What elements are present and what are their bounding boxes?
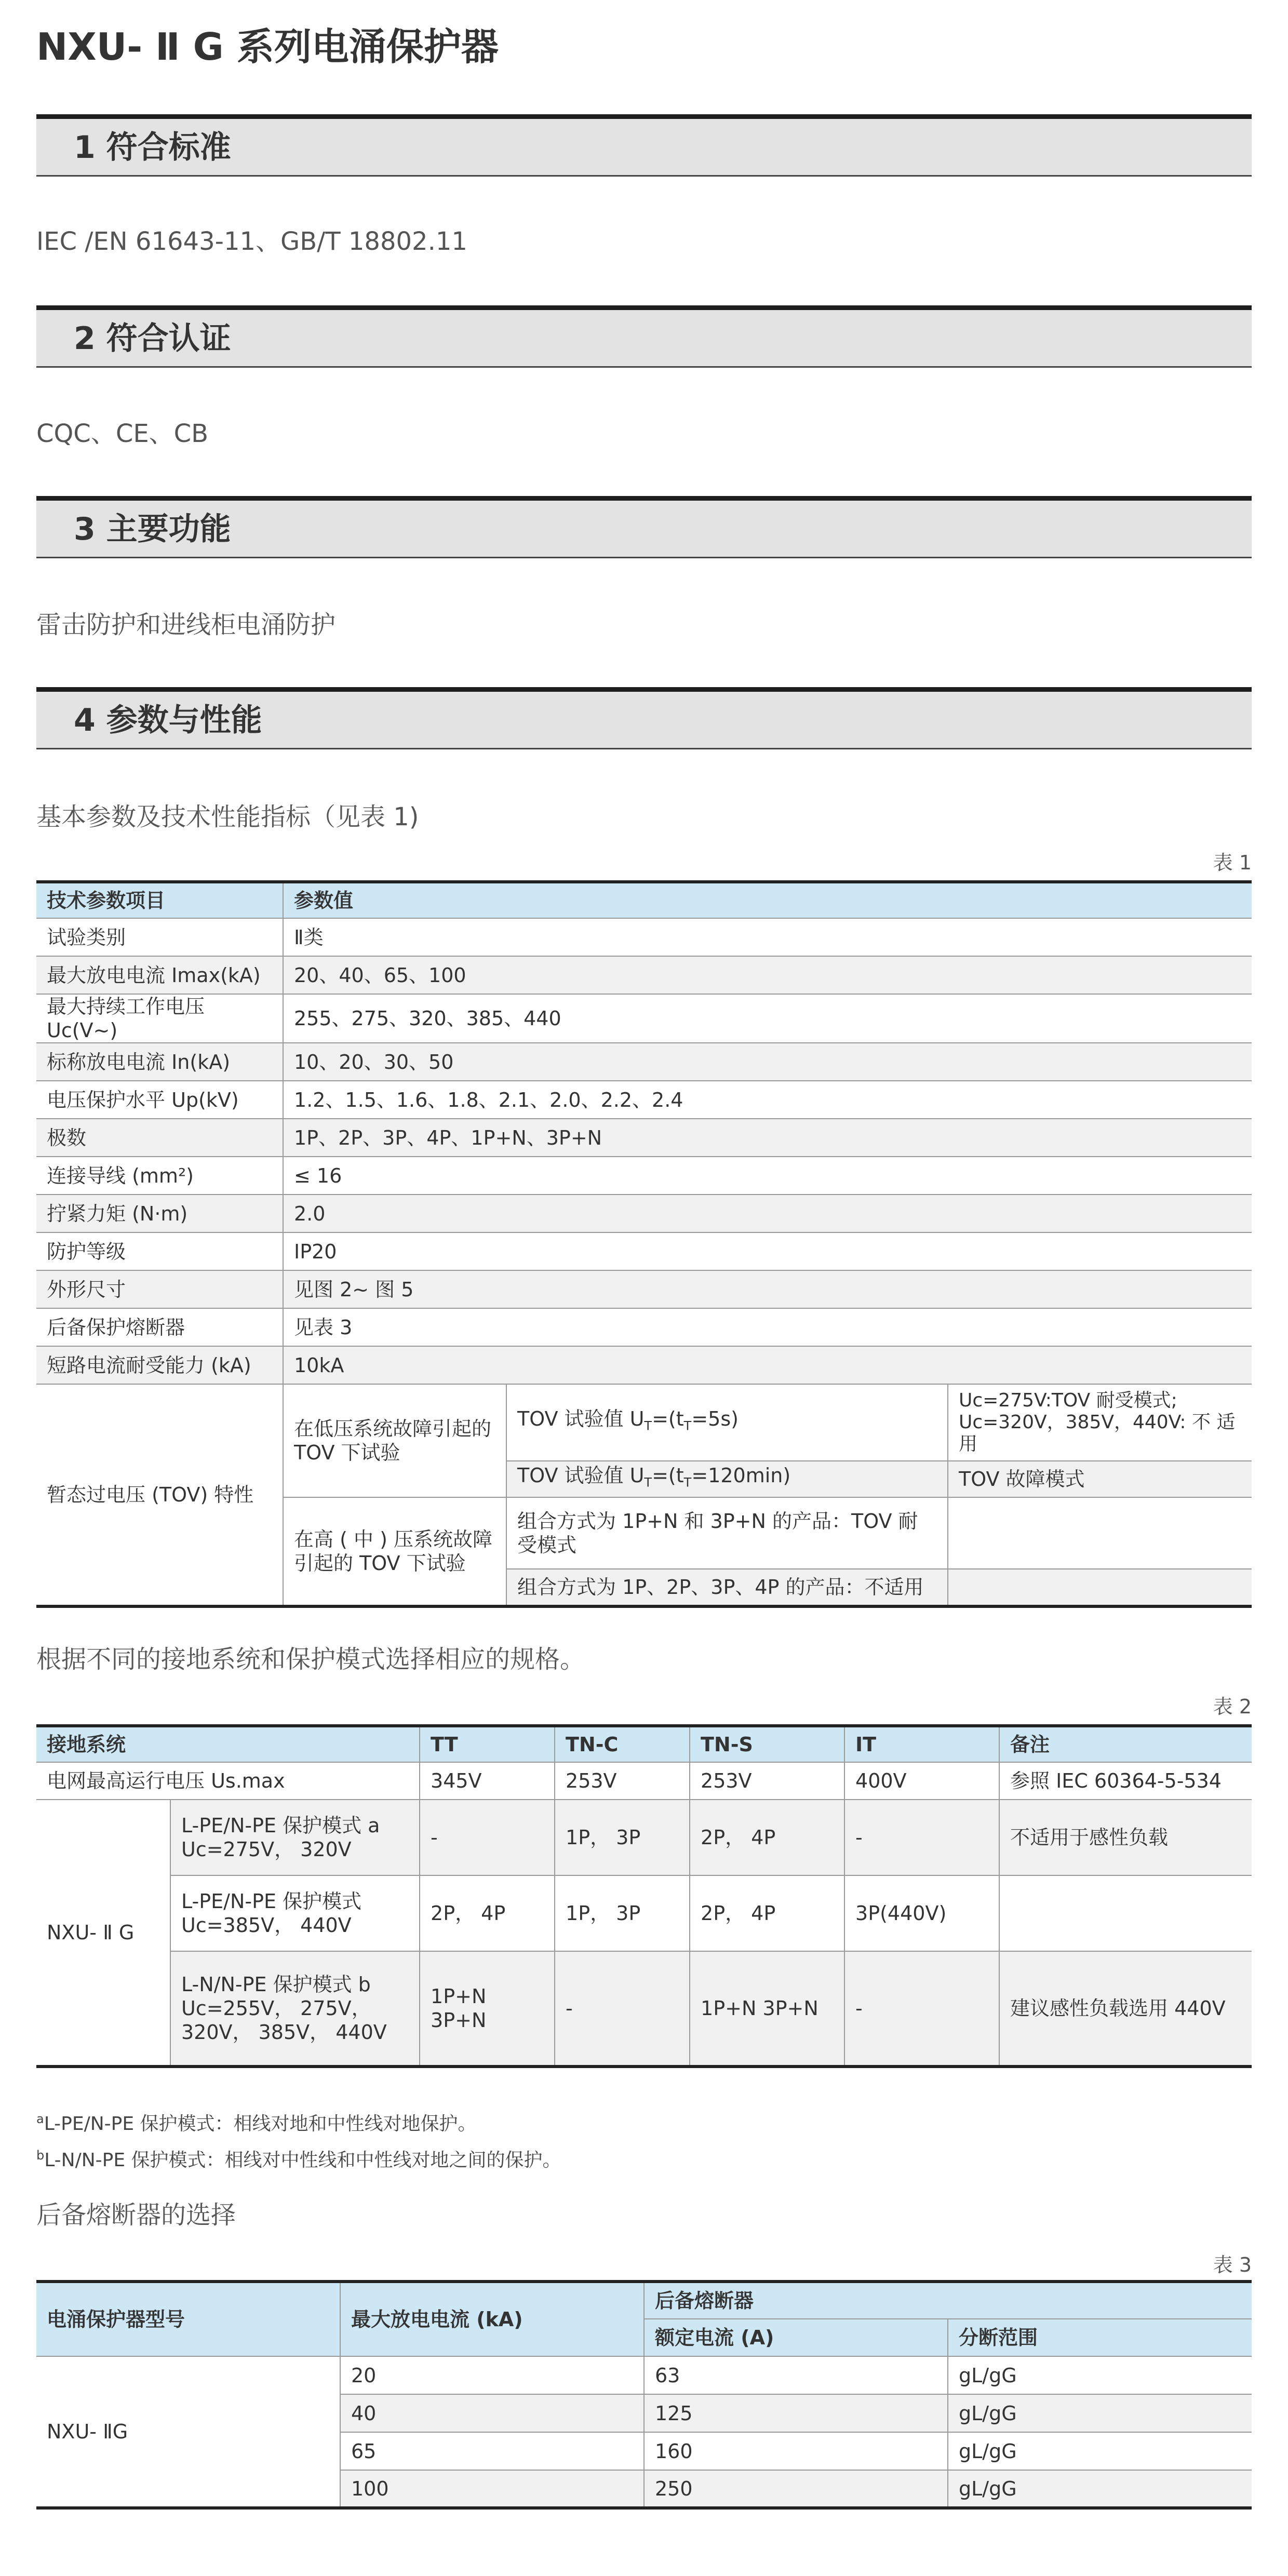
table-row: 极数 1P、2P、3P、4P、1P+N、3P+N [36,1119,1252,1157]
table-row: NXU- ⅡG 20 63 gL/gG [36,2356,1252,2394]
table-row: 电网最高运行电压 Us.max 345V 253V 253V 400V 参照 IEC 60364-5-534 [36,1762,1252,1800]
grounding-paragraph: 根据不同的接地系统和保护模式选择相应的规格。 [36,1645,585,1674]
section-heading-functions: 3 主要功能 [36,496,1252,558]
table2-model: NXU- Ⅱ G [36,1800,170,2067]
table-row: 65 160 gL/gG [36,2432,1252,2470]
fuse-paragraph: 后备熔断器的选择 [36,2201,236,2230]
standards-text: IEC /EN 61643-11、GB/T 18802.11 [36,227,467,256]
table-row: 连接导线 (mm²) ≤ 16 [36,1157,1252,1195]
table-row: L-PE/N-PE 保护模式 Uc=385V， 440V 2P， 4P 1P， 3P 2P， 4P 3P(440V) [36,1875,1252,1951]
table-row: 拧紧力矩 (N·m) 2.0 [36,1195,1252,1232]
parameters-table [36,880,1252,1608]
tov-high-1: 组合方式为 1P+N 和 3P+N 的产品：TOV 耐受模式 [506,1497,948,1569]
tov-low-label: 在低压系统故障引起的 TOV 下试验 [283,1384,506,1497]
grounding-table: 接地系统 TT TN-C TN-S IT 备注 电网最高运行电压 Us.max 345V 253V 253V 400V 参照 IEC 60364-5-534 NXU- Ⅱ G L-PE/N-PE 保护模式 a Uc=275V， 320V - 1P， 3P 2P， 4P - 不适用于感性负载 L-PE/N-PE 保护模式 Uc=385V， 440V 2P， 4P 1P， 3P 2P， 4P 3P(440V) L-N/N-PE 保护模式 b Uc=255V， 275V， 320V， 385V， 440V 1P+N 3P+N - 1P+N 3P+N - 建议感性负载选用 440V [36,1724,1252,2068]
section-heading-certification: 2 符合认证 [36,305,1252,368]
section-heading-standards: 1 符合标准 [36,114,1252,177]
table-row: 短路电流耐受能力 (kA) 10kA [36,1346,1252,1384]
tov-low-result-1: Uc=275V:TOV 耐受模式; Uc=320V，385V，440V: 不 适用 [948,1384,1252,1461]
table-row: NXU- Ⅱ G L-PE/N-PE 保护模式 a Uc=275V， 320V - 1P， 3P 2P， 4P - 不适用于感性负载 [36,1800,1252,1875]
table-row: 40 125 gL/gG [36,2394,1252,2432]
table-row: 电压保护水平 Up(kV) 1.2、1.5、1.6、1.8、2.1、2.0、2.2、2.4 [36,1081,1252,1119]
table-row: 标称放电电流 In(kA) 10、20、30、50 [36,1043,1252,1081]
table-row: 最大放电电流 Imax(kA) 20、40、65、100 [36,956,1252,994]
certification-text: CQC、CE、CB [36,419,209,448]
tov-low-test-2: TOV 试验值 $U_T=(t_T=120\min)$ [506,1461,948,1497]
table-row: 后备保护熔断器 见表 3 [36,1308,1252,1346]
table-row: 试验类别 Ⅱ类 [36,918,1252,956]
tov-label: 暂态过电压 (TOV) 特性 [36,1384,283,1606]
table-row: 最大持续工作电压Uc(V~) 255、275、320、385、440 [36,994,1252,1043]
table-row: 100 250 gL/gG [36,2470,1252,2508]
functions-text: 雷击防护和进线柜电涌防护 [36,610,336,639]
table2-label: 表 2 [1213,1695,1252,1718]
fuse-table: 电涌保护器型号 最大放电电流 (kA) 后备熔断器 额定电流 (A) 分断范围 NXU- ⅡG 20 63 gL/gG 40 125 gL/gG 65 160 gL/gG 100 250 gL/gG [36,2280,1252,2510]
table3-label: 表 3 [1213,2253,1252,2276]
section-heading-parameters: 4 参数与性能 [36,687,1252,749]
footnote-a: $^a$L-PE/N-PE 保护模式：相线对地和中性线对地保护。 [36,2112,477,2135]
table3-model: NXU- ⅡG [36,2356,340,2508]
table-row [36,1384,1252,1461]
table-row: 防护等级 IP20 [36,1232,1252,1270]
parameters-intro: 基本参数及技术性能指标（见表 1) [36,802,419,831]
tov-low-test-1: TOV 试验值 $U_T=(t_T=5s)$ [506,1384,948,1461]
page-title: NXU- Ⅱ G 系列电涌保护器 [36,25,499,69]
table-row: L-N/N-PE 保护模式 b Uc=255V， 275V， 320V， 385V， 440V 1P+N 3P+N - 1P+N 3P+N - 建议感性负载选用 440V [36,1951,1252,2067]
table1-label: 表 1 [1213,851,1252,874]
tov-high-label: 在高 ( 中 ) 压系统故障引起的 TOV 下试验 [283,1497,506,1606]
table1-header-item: 技术参数项目 [36,882,283,918]
footnote-b: $^b$L-N/N-PE 保护模式：相线对中性线和中性线对地之间的保护。 [36,2148,561,2171]
tov-high-2: 组合方式为 1P、2P、3P、4P 的产品：不适用 [506,1569,948,1606]
table-row: 外形尺寸 见图 2~ 图 5 [36,1270,1252,1308]
tov-low-result-2: TOV 故障模式 [948,1461,1252,1497]
table1-header-value: 参数值 [283,882,1252,918]
